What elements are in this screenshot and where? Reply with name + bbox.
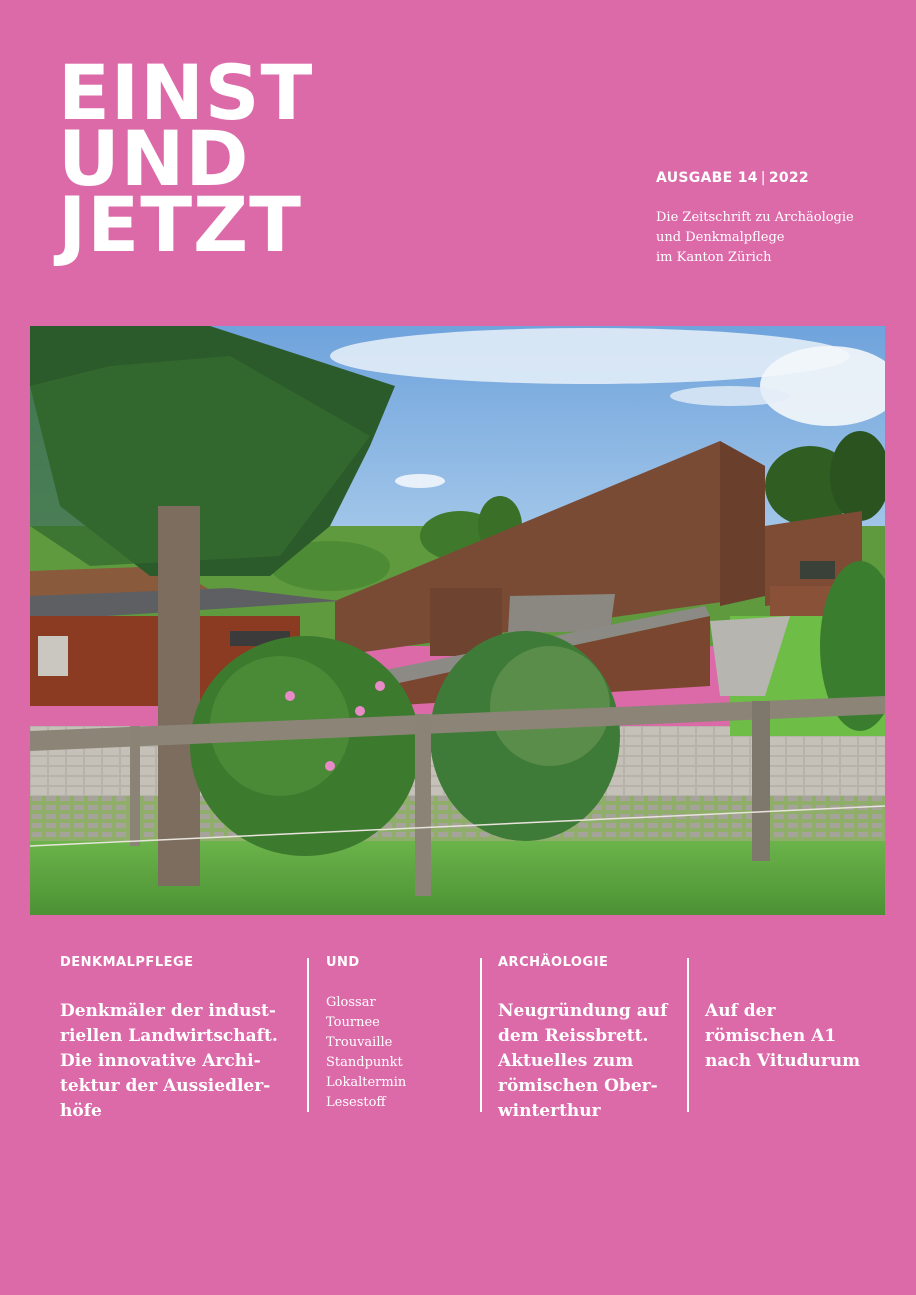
list-item: Lokaltermin xyxy=(326,1075,407,1090)
section-archaeologie xyxy=(498,955,683,1124)
issue-number xyxy=(656,170,809,186)
section-denkmalpflege-heading: DENKMALPFLEGE xyxy=(60,955,194,970)
list-item: Glossar xyxy=(326,995,376,1010)
section-archaeologie-heading: ARCHÄOLOGIE xyxy=(498,955,609,970)
masthead-line-1: EINST xyxy=(58,48,314,137)
section-line: nach Vitudurum xyxy=(705,1051,861,1071)
section-a1-body xyxy=(705,999,895,1074)
section-line: winterthur xyxy=(498,1101,601,1121)
section-line: Aktuelles zum xyxy=(498,1051,634,1071)
issue-year: 2022 xyxy=(768,170,809,186)
tagline-line-3: im Kanton Zürich xyxy=(656,250,772,265)
tagline-line-2: und Denkmalpflege xyxy=(656,230,785,245)
list-item: Standpunkt xyxy=(326,1055,403,1070)
list-item: Lesestoff xyxy=(326,1095,386,1110)
section-und-list xyxy=(326,993,476,1113)
tagline xyxy=(656,208,896,268)
section-und xyxy=(326,955,476,1113)
issue-label: AUSGABE 14 xyxy=(656,170,758,186)
section-line: Auf der xyxy=(705,1001,776,1021)
masthead-title xyxy=(58,48,314,269)
tagline-line-1: Die Zeitschrift zu Archäologie xyxy=(656,210,854,225)
list-item: Trouvaille xyxy=(326,1035,393,1050)
masthead-line-3: JETZT xyxy=(58,180,302,269)
issue-separator: | xyxy=(760,170,766,186)
column-divider xyxy=(480,958,482,1112)
section-archaeologie-body xyxy=(498,999,683,1124)
section-denkmalpflege-body xyxy=(60,999,300,1124)
section-line: römischen A1 xyxy=(705,1026,837,1046)
section-line: tektur der Aussiedler- xyxy=(60,1076,271,1096)
section-line: höfe xyxy=(60,1101,102,1121)
column-divider xyxy=(307,958,309,1112)
section-line: Die innovative Archi- xyxy=(60,1051,261,1071)
section-line: Denkmäler der indust- xyxy=(60,1001,276,1021)
section-line: riellen Landwirtschaft. xyxy=(60,1026,278,1046)
cover-photo xyxy=(30,326,885,915)
masthead-line-2: UND xyxy=(58,114,250,203)
section-line: römischen Ober- xyxy=(498,1076,658,1096)
column-divider xyxy=(687,958,689,1112)
section-line: dem Reissbrett. xyxy=(498,1026,649,1046)
section-denkmalpflege xyxy=(60,955,300,1124)
section-a1-heading-spacer xyxy=(705,955,895,971)
section-line: Neugründung auf xyxy=(498,1001,668,1021)
section-a1 xyxy=(705,955,895,1074)
section-und-heading: UND xyxy=(326,955,360,970)
list-item: Tournee xyxy=(326,1015,380,1030)
